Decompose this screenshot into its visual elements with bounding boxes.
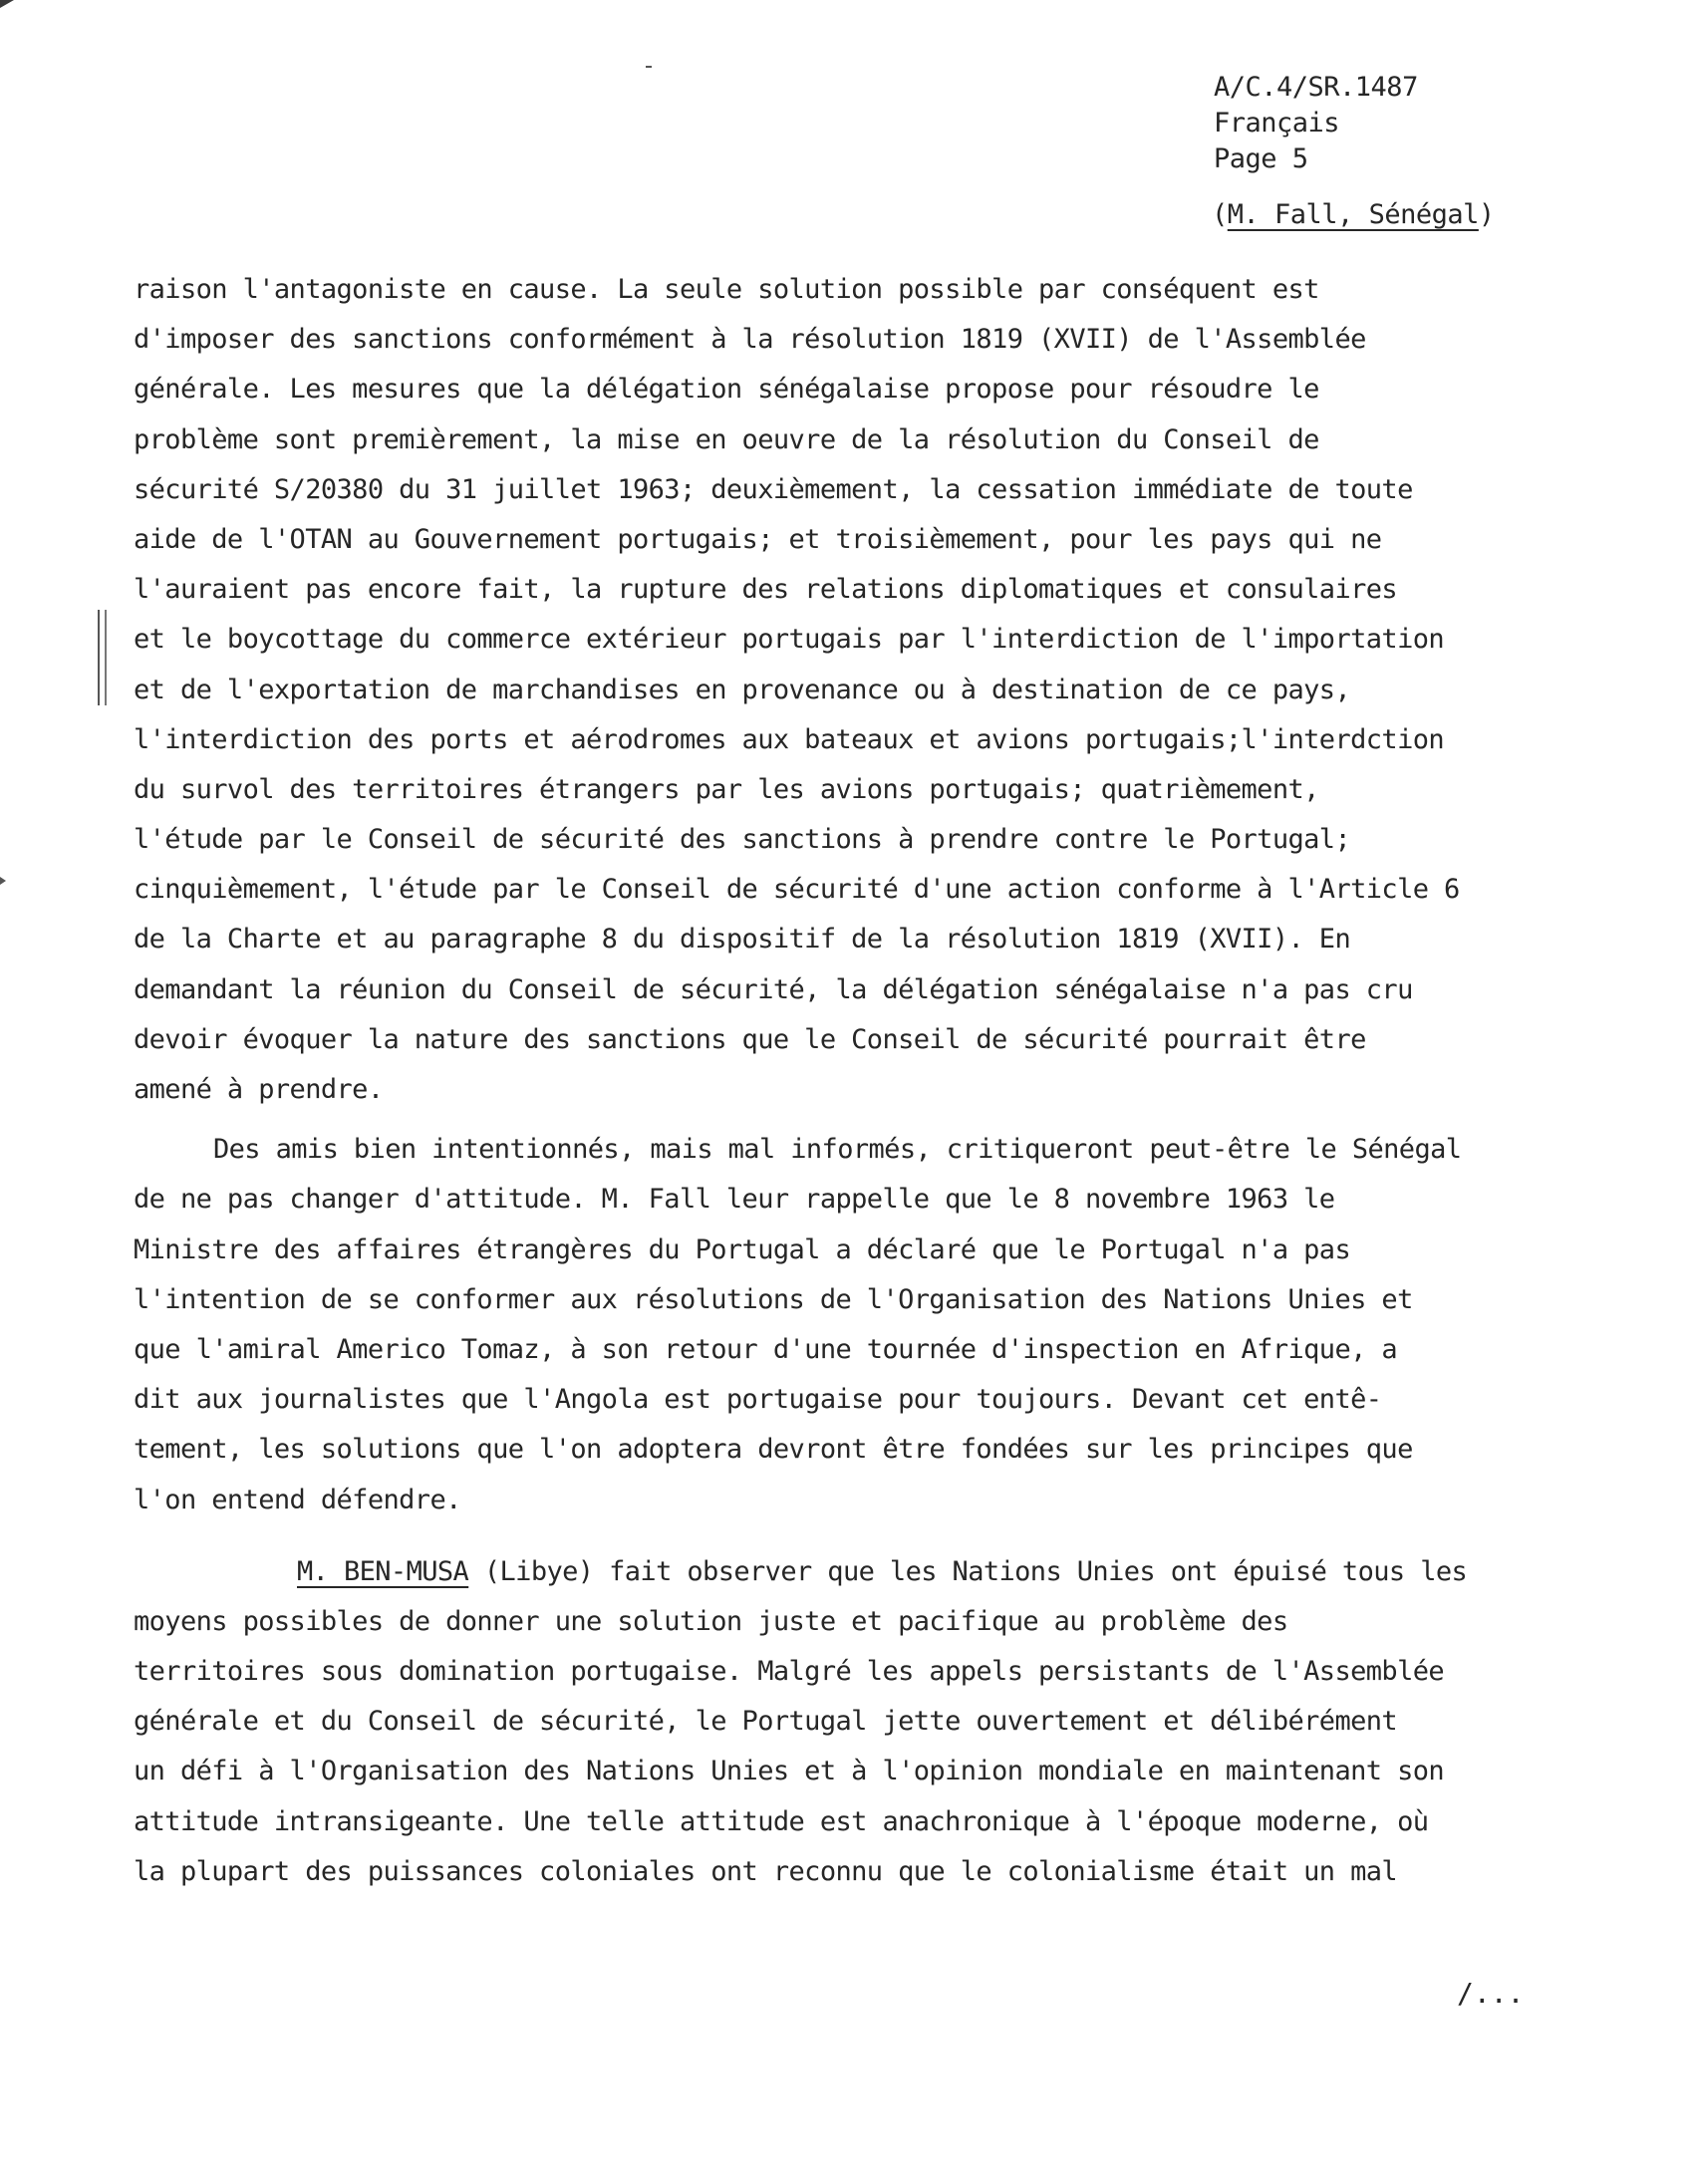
document-header	[1214, 70, 1418, 177]
document-body	[134, 265, 1549, 1897]
text-line: de ne pas changer d'attitude. M. Fall leur rappelle que le 8 novembre 1963 le	[134, 1184, 1335, 1216]
text-line: l'auraient pas encore fait, la rupture des relations diplomatiques et consulaires	[134, 574, 1398, 606]
text-line: aide de l'OTAN au Gouvernement portugais; et troisièmement, pour les pays qui ne	[134, 523, 1382, 555]
text-line: que l'amiral Americo Tomaz, à son retour d'une tournée d'inspection en Afrique, a	[134, 1333, 1398, 1365]
text-line: territoires sous domination portugaise. Malgré les appels persistants de l'Assemblée	[134, 1656, 1445, 1688]
text-line: la plupart des puissances coloniales ont reconnu que le colonialisme était un mal	[134, 1855, 1398, 1887]
text-line: de la Charte et au paragraphe 8 du dispositif de la résolution 1819 (XVII). En	[134, 924, 1351, 956]
text-line: Ministre des affaires étrangères du Portugal a déclaré que le Portugal n'a pas	[134, 1233, 1351, 1265]
text-line: l'intention de se conformer aux résolutions de l'Organisation des Nations Unies et	[134, 1283, 1413, 1315]
text-line: tement, les solutions que l'on adoptera devront être fondées sur les principes que	[134, 1434, 1413, 1466]
speaker-name: M. BEN-MUSA	[297, 1555, 469, 1587]
text-line: générale et du Conseil de sécurité, le Portugal jette ouvertement et délibérément	[134, 1706, 1398, 1738]
text-line: problème sont premièrement, la mise en oeuvre de la résolution du Conseil de	[134, 423, 1319, 455]
text-line: et de l'exportation de marchandises en provenance ou à destination de ce pays,	[134, 674, 1351, 705]
text-line: d'imposer des sanctions conformément à la résolution 1819 (XVII) de l'Assemblée	[134, 324, 1366, 356]
text-line: moyens possibles de donner une solution juste et pacifique au problème des	[134, 1605, 1288, 1637]
text-line: Des amis bien intentionnés, mais mal informés, critiqueront peut-être le Sénégal	[213, 1134, 1462, 1166]
document-symbol: A/C.4/SR.1487	[1214, 72, 1418, 103]
text-line	[134, 1547, 1549, 1597]
text-line: l'étude par le Conseil de sécurité des sanctions à prendre contre le Portugal;	[134, 824, 1351, 856]
text-line: amené à prendre.	[134, 1074, 384, 1105]
text-line: un défi à l'Organisation des Nations Unies et à l'opinion mondiale en maintenant son	[134, 1756, 1445, 1787]
paragraph-fall-continued	[134, 265, 1549, 1115]
text-line: attitude intransigeante. Une telle attitude est anachronique à l'époque moderne, où	[134, 1805, 1429, 1837]
text-line: dit aux journalistes que l'Angola est portugaise pour toujours. Devant cet entê-	[134, 1384, 1382, 1416]
speaker-ref-close: )	[1478, 199, 1495, 230]
text-line: cinquièmement, l'étude par le Conseil de sécurité d'une action conforme à l'Article 6	[134, 874, 1460, 906]
text-line: sécurité S/20380 du 31 juillet 1963; deuxièmement, la cessation immédiate de toute	[134, 473, 1413, 505]
scan-speck	[646, 66, 652, 68]
text-line: raison l'antagoniste en cause. La seule solution possible par conséquent est	[134, 274, 1319, 305]
speaker-ref-name: M. Fall, Sénégal	[1227, 199, 1479, 230]
speaker-reference	[1212, 199, 1495, 230]
scan-corner-mark	[0, 0, 14, 8]
paragraph-fall-rebuttal	[134, 1125, 1549, 1525]
text-line: l'on entend défendre.	[134, 1484, 461, 1515]
text-line: l'interdiction des ports et aérodromes aux bateaux et avions portugais;l'interdction	[134, 723, 1445, 755]
continued-marker: /...	[1457, 1977, 1525, 2010]
margin-sideline-mark	[98, 610, 107, 705]
paragraph-ben-musa	[134, 1547, 1549, 1897]
scan-edge-mark	[0, 877, 6, 885]
text-line: demandant la réunion du Conseil de sécurité, la délégation sénégalaise n'a pas cru	[134, 973, 1413, 1005]
text-line-rest: (Libye) fait observer que les Nations Unies ont épuisé tous les	[468, 1555, 1468, 1587]
text-line: devoir évoquer la nature des sanctions que le Conseil de sécurité pourrait être	[134, 1023, 1366, 1055]
text-line: et le boycottage du commerce extérieur portugais par l'interdiction de l'importation	[134, 624, 1445, 656]
speaker-ref-open: (	[1212, 199, 1228, 230]
text-line: générale. Les mesures que la délégation sénégalaise propose pour résoudre le	[134, 374, 1319, 406]
text-line: du survol des territoires étrangers par les avions portugais; quatrièmement,	[134, 773, 1319, 805]
document-language: Français	[1214, 108, 1340, 138]
page-number: Page 5	[1214, 143, 1308, 174]
